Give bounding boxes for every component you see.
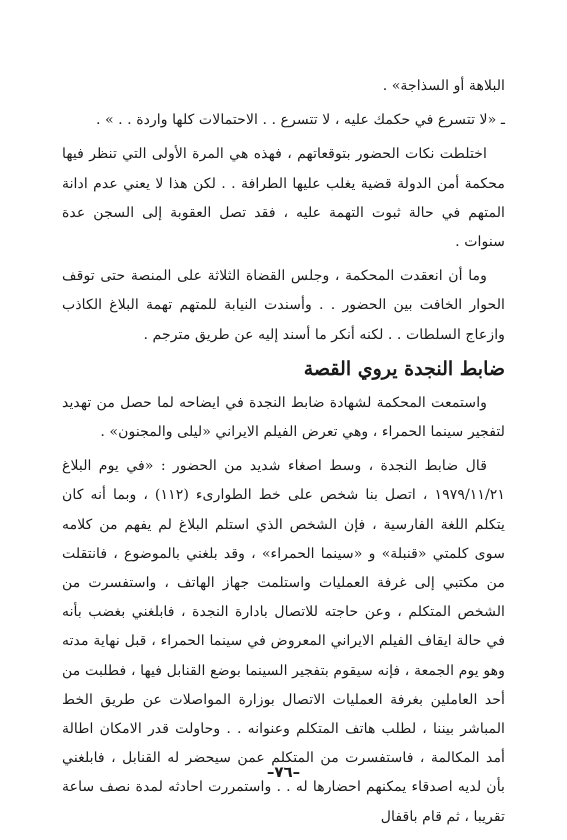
paragraph-continuation: البلاهة أو السذاجة» . [382,78,505,94]
paragraph-body: واستمعت المحكمة لشهادة ضابط النجدة في ايضاحه لما حصل من تهديد لتفجير سينما الحمراء ، وهي تعرض الفيلم الايراني «ليلى والمجنون» . [62,394,505,441]
paragraph-body: وما أن انعقدت المحكمة ، وجلس القضاة الثلاثة على المنصة حتى توقف الحوار الخافت بين الحضور . . وأسندت النيابة للمتهم تهمة البلاغ الكاذب وازعاج السلطات . . لكنه أنكر ما أسند إليه عن طريق مترجم . [62,268,505,343]
paragraph-body: اختلطت نكات الحضور بتوقعاتهم ، فهذه هي المرة الأولى التي تنظر فيها محكمة أمن الدولة قضية يغلب عليها الطرافة . . لكن هذا لا يعني عدم ادانة المتهم في حالة ثبوت التهمة عليه ، فقد تصل العقوبة إلى السجن عدة سنوات . [62,146,505,251]
page-body [62,72,505,837]
paragraph-testimony: قال ضابط النجدة ، وسط اصغاء شديد من الحضور : «في يوم البلاغ ١٩٧٩/١١/٢١ ، اتصل بنا شخص على خط الطوارىء (١١٢) ، وبما أنه كان يتكلم اللغة الفارسية ، فإن الشخص الذي استلم البلاغ لم يفهم من كلامه سوى كلمتي «قنبلة» و «سينما الحمراء» ، وقد بلغني بالموضوع ، فانتقلت من مكتبي إلى غرفة العمليات واستلمت جهاز الهاتف ، واستفسرت من الشخص المتكلم ، وعن حاجته للاتصال بادارة النجدة ، فابلغني بغضب بأنه في حالة ايقاف الفيلم الايراني المعروض في سينما الحمراء ، قبل نهاية مدته وهو يوم الجمعة ، فإنه سيقوم بتفجير السينما بوضع القنابل فيها ، فطلبت من أحد العاملين بغرفة العمليات الاتصال بوزارة المواصلات عن طريق الخط المباشر بيننا ، لطلب هاتف المتكلم وعنوانه . . وحاولت قدر الامكان اطالة أمد المكالمة ، فاستفسرت من المتكلم عمن سيحضر له القنابل ، فابلغني بأن لديه اصدقاء يمكنهم احضارها له . . واستمررت احادثه لمدة نصف ساعة تقريبا ، ثم قام باقفال [62,458,505,825]
section-heading: ضابط النجدة يروي القصة [303,357,505,380]
paragraph-quote: ـ «لا تتسرع في حكمك عليه ، لا تتسرع . . الاحتمالات كلها واردة . . » . [95,112,505,129]
page-number: –٧٦– [266,763,301,781]
